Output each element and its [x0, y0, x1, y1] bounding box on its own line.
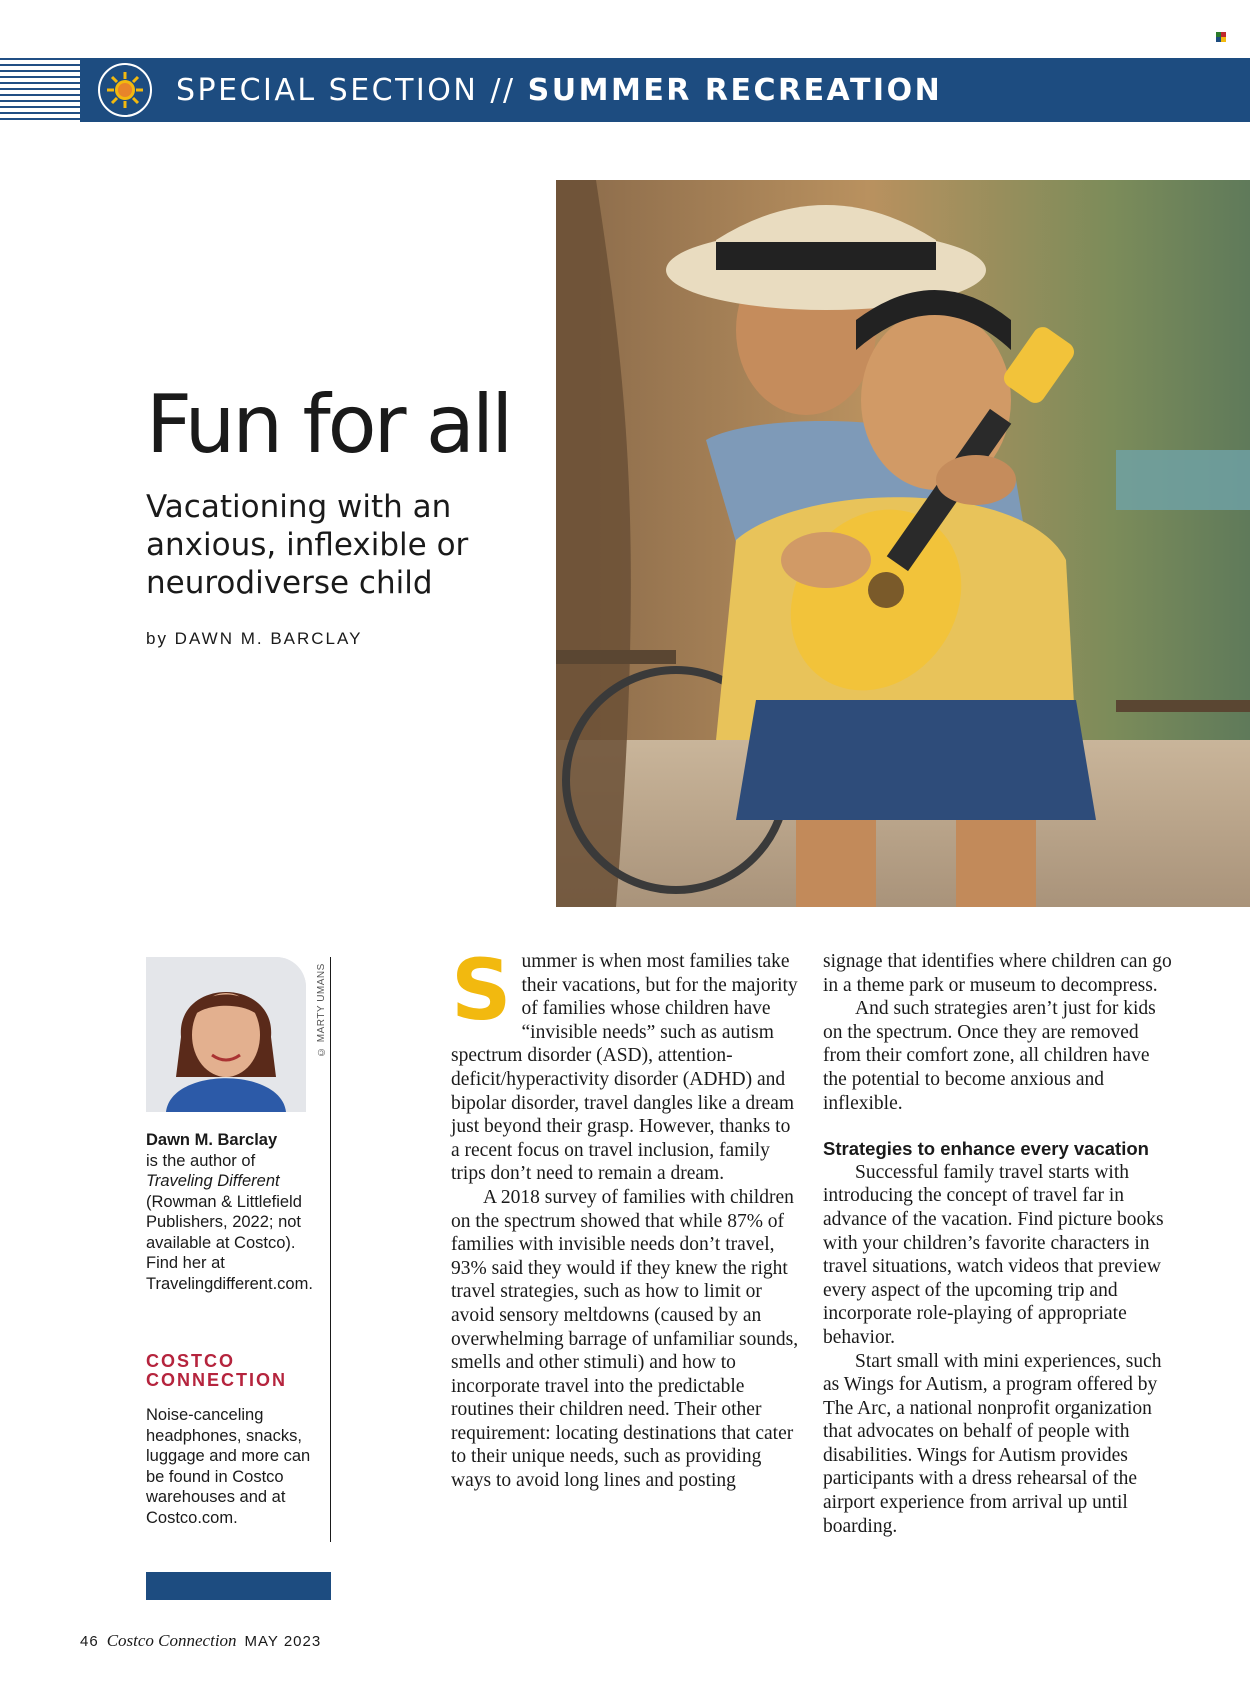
- sidebar-divider: [330, 957, 331, 1542]
- author-photo: [146, 957, 306, 1112]
- section-banner: [80, 58, 1250, 122]
- paragraph-1: [451, 941, 803, 1186]
- drop-cap: S: [451, 941, 512, 1039]
- article-subtitle: Vacationing with an anxious, inflexible or neurodiverse child: [146, 489, 469, 601]
- paragraph-3: signage that identifies where children can go in a theme park or museum to decompress.: [823, 951, 1172, 996]
- paragraph-1-text: ummer is when most families take their vacations, but for the majority of families whose children have “invisible needs” such as autism spectrum disorder (ASD), attention-deficit/hyperactivity disorder (ADHD) and bipolar disorder, travel dangles like a dream just beyond their grasp. However, thanks to a recent focus on travel inclusion, family trips don’t need to remain a dream.: [451, 951, 798, 1185]
- bio-details: (Rowman & Littlefield Publishers, 2022; not available at Costco). Find her at Travelingdifferent.com.: [146, 1192, 313, 1293]
- article-column-1: [451, 941, 803, 1493]
- article-title: Fun for all: [146, 378, 511, 471]
- corner-registration-mark: [1216, 32, 1226, 42]
- sun-icon: [98, 63, 152, 117]
- article-column-2: [823, 950, 1175, 1538]
- sidebar-accent-bar: [146, 1572, 331, 1600]
- hero-photo: [556, 180, 1250, 907]
- paragraph-4: And such strategies aren’t just for kids on the spectrum. Once they are removed from their comfort zone, all children have the potential to become anxious and inflexible.: [823, 998, 1156, 1114]
- paragraph-6: Start small with mini experiences, such as Wings for Autism, a program offered by The Arc, a national nonprofit organization that advocates on behalf of people with disabilities. Wings for Autism provides participants with a dress rehearsal of the airport experience from arrival up until boarding.: [823, 1350, 1162, 1537]
- page-footer: [80, 1631, 321, 1651]
- issue-date: MAY 2023: [244, 1633, 322, 1650]
- costco-connection-heading: COSTCO CONNECTION: [146, 1351, 287, 1390]
- costco-connection-text: Noise-canceling headphones, snacks, luggage and more can be found in Costco warehouses and at Costco.com.: [146, 1406, 311, 1527]
- photo-credit: © MARTY UMANS: [316, 963, 327, 1057]
- bio-intro: is the author of: [146, 1151, 256, 1170]
- author-bio: [146, 1130, 321, 1294]
- header-stripes: [0, 58, 80, 122]
- byline: by DAWN M. BARCLAY: [146, 629, 363, 648]
- page-number: 46: [80, 1633, 99, 1650]
- magazine-name: Costco Connection: [106, 1631, 237, 1650]
- paragraph-5: Successful family travel starts with introducing the concept of travel far in advance of the vacation. Find picture books with your children’s favorite characters in travel situations, watch videos that preview every aspect of the upcoming trip and incorporate role-playing of appropriate behavior.: [823, 1161, 1164, 1348]
- section-label: [176, 73, 942, 108]
- section-name: SUMMER RECREATION: [527, 72, 943, 108]
- book-title: Traveling Different: [146, 1172, 280, 1190]
- author-name: Dawn M. Barclay: [146, 1131, 278, 1149]
- paragraph-2: A 2018 survey of families with children on the spectrum showed that while 87% of families with invisible needs don’t travel, 93% said they would if they knew the right travel strategies, such as how to limit or avoid sensory meltdowns (caused by an overwhelming barrage of unfamiliar sounds, smells and other stimuli) and how to incorporate travel into the predictable routines their children need. Their other requirement: locating destinations that cater to their unique needs, such as providing ways to avoid long lines and posting: [451, 1186, 799, 1492]
- subsection-heading: Strategies to enhance every vacation: [823, 1138, 1149, 1160]
- section-prefix: SPECIAL SECTION //: [176, 72, 516, 108]
